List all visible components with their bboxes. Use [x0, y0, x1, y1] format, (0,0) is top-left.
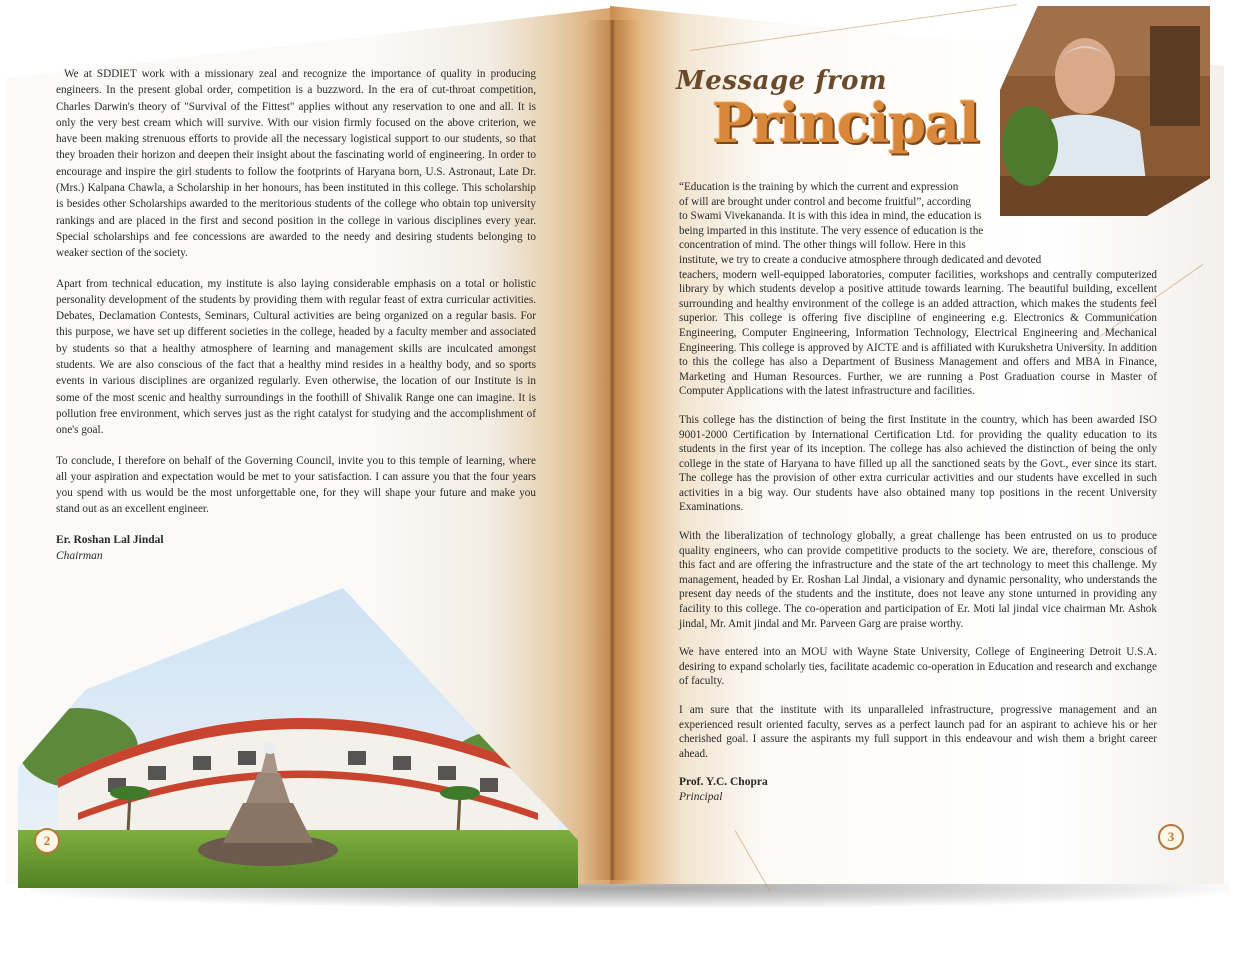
intro-line: institute, we try to create a conducive atmosphere through dedicated and devoted [679, 253, 1042, 266]
chairman-paragraph-1: We at SDDIET work with a missionary zeal and recognize the importance of quality in producing engineers. In the present global order, competition is a buzzword. In the era of cut-throat competition, Charles Darwin's theory of "Survival of the Fittest" applies without any reservation to one and all. It is only the very best cream which will survive. With our vision firmly focused on the above criterion, we have been making strenuous efforts to provide all the necessary logistical support to our students, so that they broaden their horizon and deepen their insight about the fascinating world of engineering. In order to encourage and inspire the girl students to follow the footprints of Haryana born, U.S. Astronaut, Late Dr. (Mrs.) Kalpana Chawla, a Scholarship in her honours, has been instituted in this college. This scholarship is besides other Scholarships awarded to the meritorious students of the college who obtain top university rankings and are placed in the first and second position in the college in various disciplines every year. Special scholarships and fee concessions are awarded to the needy and desiring students belonging to weaker section of the society. [56, 68, 536, 260]
book-spine [585, 20, 640, 880]
principal-intro [679, 180, 1157, 399]
principal-heading [676, 66, 979, 155]
principal-paragraph-2: This college has the distinction of being the first Institute in the country, which has been awarded ISO 9001-2000 Certification by International Certification Ltd. for providing the quality education to its students in the first year of its inception. The college has also achieved the distinction of being the only college in the state of Haryana to have filled up all the sanctioned seats by the Govt., ever since its start. The college has the provision of other extra curricular activities and our students have excelled in such activities in a big way. Our students have also obtained many top positions in the recent University Examinations. [679, 413, 1157, 514]
intro-line: to Swami Vivekananda. It is with this idea in mind, the education is [679, 210, 982, 223]
chairman-paragraph-3: To conclude, I therefore on behalf of the Governing Council, invite you to this temple of learning, where all your aspiration and expectation would be met to your satisfaction. I can assure you that the four years you spend with us would be the most unforgettable one, for they will shape your future and make you stand out as an excellent engineer. [56, 454, 536, 516]
heading-message-from: Message from [676, 66, 887, 96]
principal-role: Principal [679, 790, 723, 803]
principal-paragraph-5: I am sure that the institute with its unparalleled infrastructure, progressive management and an experienced result oriented faculty, serves as a perfect launch pad for an aspirant to achieve his or her cherished goal. I assure the aspirants my full support in this endeavour and wish them a bright career ahead. [679, 704, 1157, 760]
intro-line: of will are brought under control and become fruitful”, according [679, 195, 972, 208]
chairman-message [56, 66, 536, 564]
chairman-name: Er. Roshan Lal Jindal [56, 533, 164, 546]
principal-name: Prof. Y.C. Chopra [679, 776, 768, 789]
right-page-number: 3 [1158, 824, 1184, 850]
principal-message [679, 180, 1157, 805]
principal-paragraph-3: With the liberalization of technology globally, a great challenge has been entrusted on us to produce quality engineers, who can provide competitive products to the society. We are, therefore, conscious of this fact and are offering the infrastructure and the state of the art technology to meet this challenge. My management, headed by Er. Roshan Lal Jindal, a visionary and dynamic personality, who understands the present day needs of the students and the institute, does not leave any stone unturned in providing any facility to this college. The co-operation and participation of Er. Moti lal jindal vice chairman Mr. Ashok jindal, Mr. Amit jindal and Mr. Parveen Garg are praise worthy. [679, 530, 1157, 630]
heading-principal: Principal [712, 91, 979, 155]
principal-paragraph-4: We have entered into an MOU with Wayne State University, College of Engineering Detroit U.S.A. desiring to expand scholarly ties, facilitate academic co-operation in Education and research and exchange of faculty. [679, 646, 1157, 688]
chairman-role: Chairman [56, 550, 103, 563]
chairman-signature [56, 532, 536, 565]
intro-line: concentration of mind. The other things will follow. Here in this [679, 239, 966, 252]
left-page-number: 2 [34, 828, 60, 854]
intro-line: “Education is the training by which the current and expression [679, 181, 959, 193]
chairman-paragraph-2: Apart from technical education, my institute is also laying considerable emphasis on a total or holistic personality development of the students by providing them with regular feast of extra curricular activities. Debates, Declamation Contests, Seminars, Cultural activities are being organized on a regular basis. For this purpose, we have set up different societies in the college, headed by a faculty member and associated by students so that a healthy atmosphere of learning and management skills are inculcated amongst students. We are also conscious of the fact that a healthy mind resides in a healthy body, and so sports events in various disciplines are organized regularly. Even otherwise, the location of our Institute is in some of the most scenic and healthy surroundings in the foothill of Shivalik Range one can imagine. It is pollution free environment, which serves just as the right catalyst for studying and the accomplishment of one's goal. [56, 277, 536, 437]
principal-signature [679, 775, 1157, 804]
intro-continuation: teachers, modern well-equipped laboratories, computer facilities, workshops and centrally computerized library by which students develop a positive attitude towards learning. The beautiful building, excellent surrounding and healthy environment of the college is an added attraction, which makes the students feel superior. This college is offering five discipline of engineering e.g. Electronics & Communication Engineering, Computer Engineering, Information Technology, Electrical Engineering and Mechanical Engineering. This college is approved by AICTE and is affiliated with Kurukshetra University. In addition to this the college has also a Department of Business Management and offers and MBA in Finance, Marketing and Human Resources. Further, we are running a Post Graduation course in Master of Computer Applications with the latest infrastructure and facilities. [679, 268, 1157, 398]
intro-line: being imparted in this institute. The very essence of education is the [679, 224, 984, 237]
